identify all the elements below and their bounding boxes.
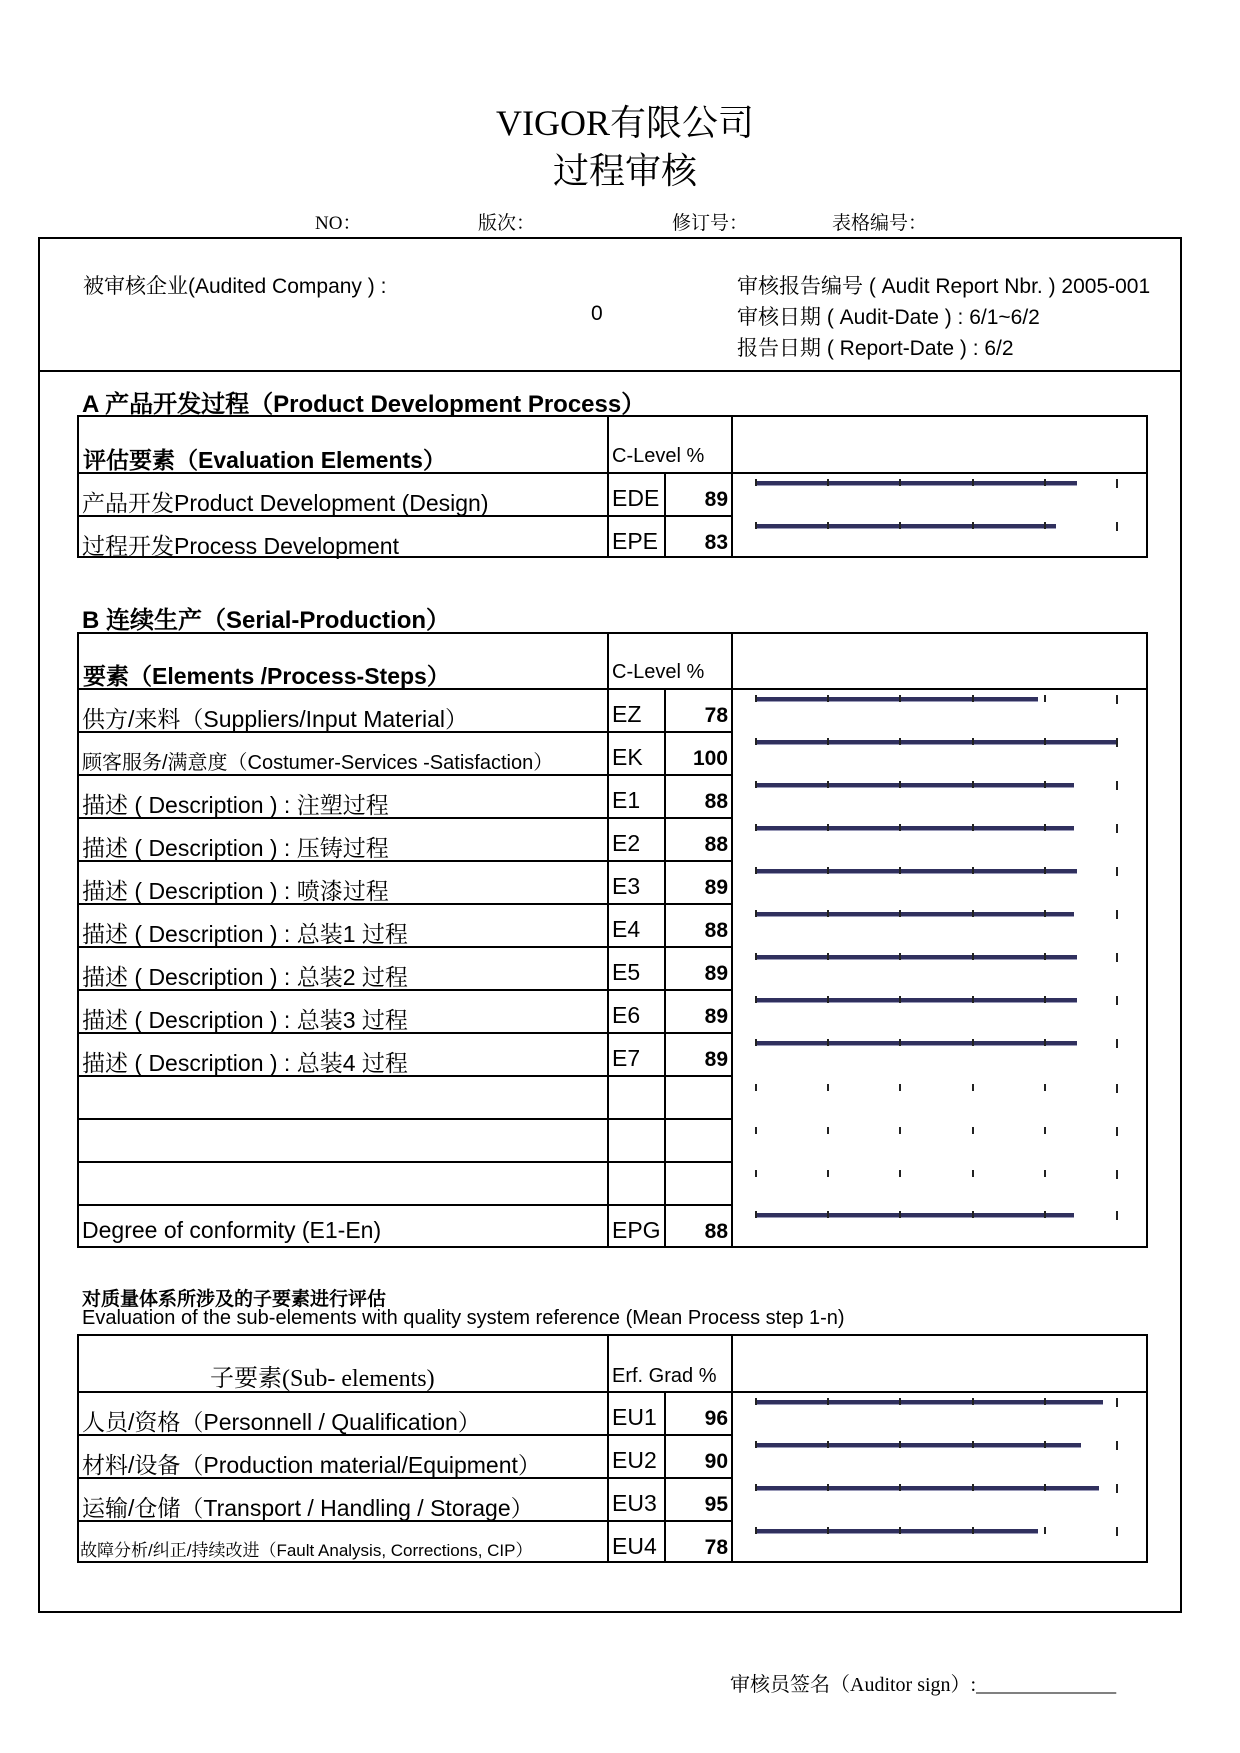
- section-b-row-code: E6: [612, 1002, 641, 1028]
- scale-tick: [1116, 1039, 1118, 1048]
- scale-tick: [827, 953, 829, 960]
- scale-tick: [899, 695, 901, 702]
- scale-tick: [972, 867, 974, 874]
- scale-tick: [899, 1441, 901, 1448]
- section-b-row-label: 描述 ( Description ) : 总装1 过程: [82, 921, 408, 947]
- section-b-row-label: 描述 ( Description ) : 喷漆过程: [82, 878, 389, 904]
- scale-tick: [972, 996, 974, 1003]
- scale-tick: [899, 996, 901, 1003]
- scale-tick: [972, 1084, 974, 1091]
- scale-tick: [972, 1127, 974, 1134]
- revision-label: 修订号：: [672, 213, 749, 234]
- scale-tick: [899, 1398, 901, 1405]
- section-b-row-code: E2: [612, 830, 641, 856]
- section-b-title: B 连续生产（Serial-Production）: [82, 607, 451, 634]
- section-b-row-label: 描述 ( Description ) : 总装3 过程: [82, 1007, 408, 1033]
- section-b-bar: [756, 740, 1117, 745]
- sub-element-bar: [756, 1486, 1099, 1491]
- scale-tick: [827, 824, 829, 831]
- sub-element-row-code: EU2: [612, 1447, 657, 1473]
- section-b-row-label: 描述 ( Description ) : 注塑过程: [82, 792, 389, 818]
- scale-tick: [1116, 867, 1118, 876]
- sub-element-bar: [756, 1400, 1103, 1405]
- scale-tick: [1116, 738, 1118, 747]
- section-b-row-value: 78: [704, 704, 728, 727]
- scale-tick: [972, 479, 974, 486]
- scale-tick: [972, 1527, 974, 1534]
- section-a-row-label: 产品开发Product Development (Design): [82, 490, 489, 516]
- scale-tick: [755, 1084, 757, 1091]
- scale-tick: [899, 1170, 901, 1177]
- scale-tick: [899, 1039, 901, 1046]
- scale-tick: [972, 953, 974, 960]
- scale-tick: [827, 1211, 829, 1218]
- scale-tick: [1044, 522, 1046, 529]
- sub-element-row-value: 95: [704, 1493, 728, 1516]
- scale-tick: [1116, 1484, 1118, 1493]
- scale-tick: [755, 1127, 757, 1134]
- scale-tick: [972, 1039, 974, 1046]
- scale-tick: [972, 1441, 974, 1448]
- scale-tick: [899, 781, 901, 788]
- scale-tick: [827, 1441, 829, 1448]
- section-b-row-code: E4: [612, 916, 641, 942]
- section-b-row-value: 88: [704, 833, 728, 856]
- scale-tick: [899, 1211, 901, 1218]
- auditor-sign: 审核员签名（Auditor sign）:______________: [730, 1674, 1117, 1696]
- scale-tick: [755, 479, 757, 486]
- section-b-row-label: 供方/来料（Suppliers/Input Material）: [82, 706, 469, 732]
- scale-tick: [899, 910, 901, 917]
- scale-tick: [1044, 1441, 1046, 1448]
- scale-tick: [1116, 824, 1118, 833]
- header-separator: [38, 370, 1182, 372]
- sub-elements-title-cn: 对质量体系所涉及的子要素进行评估: [82, 1289, 387, 1310]
- scale-tick: [1044, 1527, 1046, 1534]
- scale-tick: [1116, 479, 1118, 488]
- scale-tick: [1044, 479, 1046, 486]
- scale-tick: [827, 1398, 829, 1405]
- scale-tick: [1116, 910, 1118, 919]
- scale-tick: [827, 522, 829, 529]
- scale-tick: [972, 738, 974, 745]
- scale-tick: [899, 1527, 901, 1534]
- scale-tick: [755, 996, 757, 1003]
- scale-tick: [899, 1484, 901, 1491]
- scale-tick: [972, 910, 974, 917]
- sub-elements-level-header: Erf. Grad %: [612, 1365, 717, 1387]
- scale-tick: [1044, 1398, 1046, 1405]
- scale-tick: [1044, 1039, 1046, 1046]
- section-b-row-label: 描述 ( Description ) : 总装2 过程: [82, 964, 408, 990]
- scale-tick: [827, 1039, 829, 1046]
- section-b-level-header: C-Level %: [612, 661, 705, 683]
- section-b-row-code: E1: [612, 787, 641, 813]
- scale-tick: [1116, 1127, 1118, 1136]
- scale-tick: [1116, 953, 1118, 962]
- section-b-row-value: 88: [704, 790, 728, 813]
- sub-element-row-value: 90: [704, 1450, 728, 1473]
- sub-element-row-code: EU4: [612, 1533, 657, 1559]
- scale-tick: [1116, 1084, 1118, 1093]
- section-a-row-code: EDE: [612, 485, 660, 511]
- scale-tick: [1116, 1170, 1118, 1179]
- scale-tick: [1116, 781, 1118, 790]
- scale-tick: [1044, 1211, 1046, 1218]
- form-no-label: 表格编号：: [832, 213, 928, 234]
- scale-tick: [972, 1211, 974, 1218]
- section-b-row-label: 顾客服务/满意度（Costumer-Services -Satisfaction）: [82, 752, 554, 774]
- scale-tick: [1116, 1211, 1118, 1220]
- scale-tick: [1044, 1084, 1046, 1091]
- section-b-bar: [756, 697, 1038, 702]
- scale-tick: [827, 1484, 829, 1491]
- sub-element-row-label: 运输/仓储（Transport / Handling / Storage）: [82, 1495, 534, 1521]
- section-b-bar: [756, 955, 1077, 960]
- sub-element-row-label: 人员/资格（Personnell / Qualification）: [82, 1409, 481, 1435]
- section-b-row-code: E5: [612, 959, 641, 985]
- scale-tick: [899, 824, 901, 831]
- section-b-row-code: E3: [612, 873, 641, 899]
- scale-tick: [755, 1527, 757, 1534]
- scale-tick: [1044, 1170, 1046, 1177]
- audited-company-label: 被审核企业(Audited Company ) :: [83, 275, 387, 298]
- scale-tick: [1044, 910, 1046, 917]
- section-b-row-code: E7: [612, 1045, 641, 1071]
- conformity-label: Degree of conformity (E1-En): [82, 1217, 382, 1243]
- document-title: 过程审核: [552, 151, 697, 191]
- audited-company-value: 0: [591, 302, 603, 325]
- scale-tick: [972, 695, 974, 702]
- section-a-element-header: 评估要素（Evaluation Elements）: [83, 447, 446, 473]
- scale-tick: [1044, 695, 1046, 702]
- sub-element-bar: [756, 1529, 1038, 1534]
- scale-tick: [1116, 1398, 1118, 1407]
- audit-date: 审核日期 ( Audit-Date ) : 6/1~6/2: [737, 306, 1040, 329]
- section-b-row-value: 89: [704, 1048, 728, 1071]
- scale-tick: [755, 953, 757, 960]
- section-b-bar: [756, 998, 1077, 1003]
- scale-tick: [972, 1484, 974, 1491]
- section-b-row-code: EK: [612, 744, 643, 770]
- scale-tick: [972, 781, 974, 788]
- scale-tick: [755, 1039, 757, 1046]
- scale-tick: [899, 867, 901, 874]
- scale-tick: [1044, 1127, 1046, 1134]
- sub-element-bar: [756, 1443, 1081, 1448]
- scale-tick: [755, 522, 757, 529]
- sub-element-row-value: 78: [704, 1536, 728, 1559]
- report-date: 报告日期 ( Report-Date ) : 6/2: [737, 337, 1014, 360]
- scale-tick: [972, 522, 974, 529]
- section-b-bar: [756, 869, 1077, 874]
- scale-tick: [755, 910, 757, 917]
- scale-tick: [972, 1170, 974, 1177]
- section-b-row-label: 描述 ( Description ) : 压铸过程: [82, 835, 389, 861]
- section-a-bar: [756, 481, 1077, 486]
- section-b-bar: [756, 783, 1074, 788]
- scale-tick: [755, 695, 757, 702]
- section-b-bar: [756, 826, 1074, 831]
- scale-tick: [827, 1127, 829, 1134]
- scale-tick: [755, 824, 757, 831]
- scale-tick: [827, 1527, 829, 1534]
- scale-tick: [827, 738, 829, 745]
- scale-tick: [827, 910, 829, 917]
- scale-tick: [1044, 867, 1046, 874]
- scale-tick: [1044, 738, 1046, 745]
- scale-tick: [899, 522, 901, 529]
- scale-tick: [1044, 1484, 1046, 1491]
- section-b-row-value: 89: [704, 876, 728, 899]
- section-a-row-value: 83: [704, 531, 728, 554]
- section-b-row-label: 描述 ( Description ) : 总装4 过程: [82, 1050, 408, 1076]
- scale-tick: [1116, 522, 1118, 531]
- section-a-row-label: 过程开发Process Development: [82, 533, 399, 559]
- section-a-title: A 产品开发过程（Product Development Process）: [82, 391, 646, 418]
- scale-tick: [972, 1398, 974, 1405]
- no-label: NO：: [315, 213, 362, 234]
- scale-tick: [1116, 695, 1118, 704]
- scale-tick: [1116, 996, 1118, 1005]
- scale-tick: [755, 867, 757, 874]
- scale-tick: [827, 479, 829, 486]
- scale-tick: [827, 695, 829, 702]
- scale-tick: [755, 738, 757, 745]
- scale-tick: [755, 1170, 757, 1177]
- section-b-row-code: EZ: [612, 701, 642, 727]
- section-a-bar: [756, 524, 1056, 529]
- company-title: VIGOR有限公司: [496, 103, 754, 143]
- scale-tick: [972, 824, 974, 831]
- scale-tick: [755, 1211, 757, 1218]
- section-a-row-code: EPE: [612, 528, 659, 554]
- scale-tick: [755, 1441, 757, 1448]
- scale-tick: [827, 1084, 829, 1091]
- scale-tick: [1044, 824, 1046, 831]
- scale-tick: [755, 781, 757, 788]
- section-b-bar: [756, 1041, 1077, 1046]
- sub-element-row-value: 96: [704, 1407, 728, 1430]
- scale-tick: [899, 1084, 901, 1091]
- section-a-level-header: C-Level %: [612, 445, 705, 467]
- scale-tick: [899, 479, 901, 486]
- scale-tick: [1044, 953, 1046, 960]
- section-b-row-value: 89: [704, 962, 728, 985]
- conformity-bar: [756, 1213, 1074, 1218]
- scale-tick: [899, 738, 901, 745]
- sub-element-row-code: EU3: [612, 1490, 657, 1516]
- scale-tick: [1044, 781, 1046, 788]
- sub-element-row-label: 材料/设备（Production material/Equipment）: [82, 1452, 541, 1478]
- version-label: 版次：: [478, 213, 536, 234]
- section-b-element-header: 要素（Elements /Process-Steps）: [83, 663, 450, 689]
- scale-tick: [755, 1484, 757, 1491]
- sub-elements-header: 子要素(Sub- elements): [210, 1366, 435, 1392]
- scale-tick: [827, 996, 829, 1003]
- audit-report-number: 审核报告编号 ( Audit Report Nbr. ) 2005-001: [737, 275, 1151, 298]
- sub-elements-title-en: Evaluation of the sub-elements with quality system reference (Mean Process step 1-n): [82, 1307, 845, 1329]
- section-a-row-value: 89: [704, 488, 728, 511]
- scale-tick: [1116, 1527, 1118, 1536]
- scale-tick: [827, 781, 829, 788]
- scale-tick: [899, 953, 901, 960]
- scale-tick: [755, 1398, 757, 1405]
- scale-tick: [827, 1170, 829, 1177]
- scale-tick: [899, 1127, 901, 1134]
- conformity-code: EPG: [612, 1217, 661, 1243]
- section-b-row-value: 89: [704, 1005, 728, 1028]
- scale-tick: [827, 867, 829, 874]
- sub-element-row-label: 故障分析/纠正/持续改进（Fault Analysis, Corrections, CIP）: [80, 1541, 533, 1560]
- section-b-row-value: 88: [704, 919, 728, 942]
- conformity-value: 88: [704, 1220, 728, 1243]
- section-b-row-value: 100: [692, 747, 728, 770]
- section-b-bar: [756, 912, 1074, 917]
- scale-tick: [1116, 1441, 1118, 1450]
- scale-tick: [1044, 996, 1046, 1003]
- sub-element-row-code: EU1: [612, 1404, 657, 1430]
